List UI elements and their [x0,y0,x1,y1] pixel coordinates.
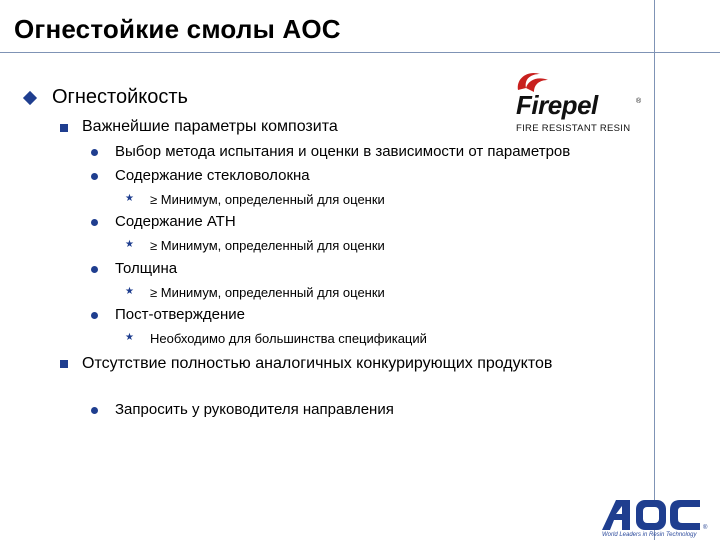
list-item: Запросить у руководителя направления [115,401,394,418]
firepel-logo-name: Firepel [516,90,598,120]
aoc-logo-mark-icon [600,496,712,532]
right-vertical-divider [654,0,655,540]
firepel-logo [512,68,644,138]
sub-list-item: Необходимо для большинства спецификаций [150,331,427,346]
list-item: Выбор метода испытания и оценки в зависимости от параметров [115,143,571,160]
group-no-competitors: Отсутствие полностью аналогичных конкурирующих продуктов [82,355,553,372]
dot-bullet-icon [91,312,98,319]
sub-list-item: ≥ Минимум, определенный для оценки [150,238,385,253]
list-item: Содержание стекловолокна [115,167,310,184]
sub-list-item: ≥ Минимум, определенный для оценки [150,285,385,300]
dot-bullet-icon [91,149,98,156]
diamond-bullet-icon [23,91,37,105]
star-bullet-icon: ★ [125,332,134,343]
star-bullet-icon: ★ [125,193,134,204]
star-bullet-icon: ★ [125,286,134,297]
aoc-logo [600,496,718,540]
aoc-registered-mark: ® [703,525,708,531]
aoc-tagline: World Leaders in Resin Technology [602,532,697,538]
firepel-logo-subtitle: FIRE RESISTANT RESIN [516,123,631,134]
dot-bullet-icon [91,173,98,180]
dot-bullet-icon [91,219,98,226]
dot-bullet-icon [91,266,98,273]
dot-bullet-icon [91,407,98,414]
square-bullet-icon [60,124,68,132]
list-item: Содержание АТН [115,213,236,230]
square-bullet-icon [60,360,68,368]
slide-title: Огнестойкие смолы AOC [14,14,341,44]
heading-fire-resistance: Огнестойкость [52,86,188,108]
list-item: Толщина [115,260,178,277]
sub-list-item: ≥ Минимум, определенный для оценки [150,192,385,207]
star-bullet-icon: ★ [125,239,134,250]
group-composite-parameters: Важнейшие параметры композита [82,118,338,135]
title-divider [0,52,720,53]
list-item: Пост-отверждение [115,306,245,323]
firepel-registered-mark: ® [636,98,642,105]
